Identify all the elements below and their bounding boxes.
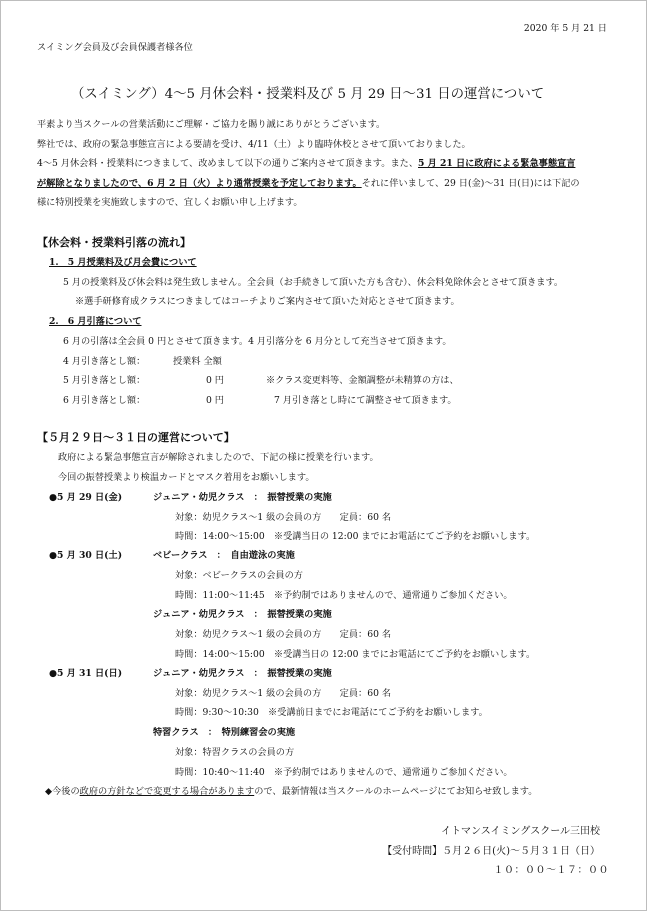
subheading-may-fees: 1. 5 月授業料及び月会費について — [49, 257, 197, 268]
june-debit-label: 6 月引き落とし額： — [63, 395, 146, 406]
operation-text-2: 今回の振替授業より検温カードとマスク着用をお願いします。 — [58, 472, 315, 483]
intro-line-4: が解除となりましたので、6 月 2 日（火）より通常授業を予定しております。それに伴いまして、29 日(金)～31 日(日)には下記の — [37, 178, 580, 189]
time-may-31-special: 時間：10:40～11:40 ※予約制ではありませんので、通常通りご参加ください。 — [175, 767, 513, 778]
target-may-31-special: 対象：特習クラスの会員の方 — [175, 747, 295, 758]
reception-period: 【受付時間】５月２６日(火)～５月３１日（日） — [382, 846, 600, 857]
section-heading-operation: 【５月２９日～３１日の運営について】 — [37, 431, 235, 444]
target-may-31-junior: 対象：幼児クラス～1 級の会員の方 定員：60 名 — [175, 688, 392, 699]
reception-hours: １０：００～１７：００ — [493, 865, 609, 876]
adjustment-note-1: ※クラス変更料等、金額調整が未精算の方は、 — [266, 375, 459, 386]
april-debit-label: 4 月引き落とし額： — [63, 356, 146, 367]
date-may-31: ●5 月 31 日(日) — [49, 668, 123, 679]
june-debit-value: 0 円 — [206, 395, 224, 406]
time-may-31-junior: 時間：9:30～10:30 ※受講前日までにお電話にてご予約をお願いします。 — [175, 707, 488, 718]
class-may-30-junior: ジュニア・幼児クラス ： 振替授業の実施 — [153, 609, 332, 620]
intro-emphasis-2: が解除となりましたので、6 月 2 日（火）より通常授業を予定しております。 — [37, 178, 362, 189]
class-may-31-junior: ジュニア・幼児クラス ： 振替授業の実施 — [153, 668, 332, 679]
target-may-29: 対象：幼児クラス～1 級の会員の方 定員：60 名 — [175, 512, 392, 523]
target-may-30-baby: 対象：ベビークラスの会員の方 — [175, 570, 303, 581]
school-name: イトマンスイミングスクール三田校 — [441, 826, 600, 837]
subheading-june-debit: 2. 6 月引落について — [49, 316, 142, 327]
target-may-30-junior: 対象：幼児クラス～1 級の会員の方 定員：60 名 — [175, 629, 392, 640]
date-may-30: ●5 月 30 日(土) — [49, 550, 123, 561]
may-fees-note: ※選手研修育成クラスにつきましてはコーチよりご案内させて頂いた対応とさせて頂きます。 — [75, 296, 460, 307]
april-debit-value: 授業料 全額 — [173, 356, 222, 367]
adjustment-note-2: 7 月引き落とし時にて調整させて頂きます。 — [274, 395, 457, 406]
operation-text-1: 政府による緊急事態宣言が解除されましたので、下記の様に授業を行います。 — [58, 452, 379, 463]
section-heading-fees: 【休会料・授業料引落の流れ】 — [37, 236, 191, 249]
page-title: （スイミング）4～5 月休会料・授業料及び 5 月 29 日～31 日の運営について — [71, 87, 545, 102]
change-notice: ◆今後の政府の方針などで変更する場合がありますので、最新情報は当スクールのホームページにてお知らせ致します。 — [45, 786, 538, 797]
date: 2020 年 5 月 21 日 — [523, 23, 607, 34]
class-may-29: ジュニア・幼児クラス ： 振替授業の実施 — [153, 492, 332, 503]
may-debit-value: 0 円 — [206, 375, 224, 386]
class-may-30-baby: ベビークラス ： 自由遊泳の実施 — [153, 550, 295, 561]
june-debit-text: 6 月の引落は全会員 0 円とさせて頂きます。4 月引落分を 6 月分として充当させて頂きます。 — [63, 336, 452, 347]
time-may-29: 時間：14:00～15:00 ※受講当日の 12:00 までにお電話にてご予約をお願いします。 — [175, 531, 536, 542]
intro-line-3: 4～5 月休会料・授業料につきまして、改めまして以下の通りご案内させて頂きます。また、5 月 21 日に政府による緊急事態宣言 — [37, 158, 576, 169]
intro-line-5: 様に特別授業を実施致しますので、宜しくお願い申し上げます。 — [37, 197, 303, 208]
may-fees-text: 5 月の授業料及び休会料は発生致しません。全会員（お手続きして頂いた方も含む）、休会料免除休会とさせて頂きます。 — [63, 277, 564, 288]
class-may-31-special: 特習クラス ： 特別練習会の実施 — [153, 727, 296, 738]
date-may-29: ●5 月 29 日(金) — [49, 492, 123, 503]
intro-line-2: 弊社では、政府の緊急事態宣言による要請を受け、4/11（土）より臨時休校とさせて頂いておりました。 — [37, 139, 471, 150]
may-debit-label: 5 月引き落とし額： — [63, 375, 146, 386]
time-may-30-junior: 時間：14:00～15:00 ※受講当日の 12:00 までにお電話にてご予約をお願いします。 — [175, 649, 536, 660]
recipient: スイミング会員及び会員保護者様各位 — [37, 42, 193, 53]
intro-line-1: 平素より当スクールの営業活動にご理解・ご協力を賜り誠にありがとうございます。 — [37, 119, 386, 130]
time-may-30-baby: 時間：11:00～11:45 ※予約制ではありませんので、通常通りご参加ください。 — [175, 590, 513, 601]
intro-emphasis-1: 5 月 21 日に政府による緊急事態宣言 — [418, 158, 576, 169]
